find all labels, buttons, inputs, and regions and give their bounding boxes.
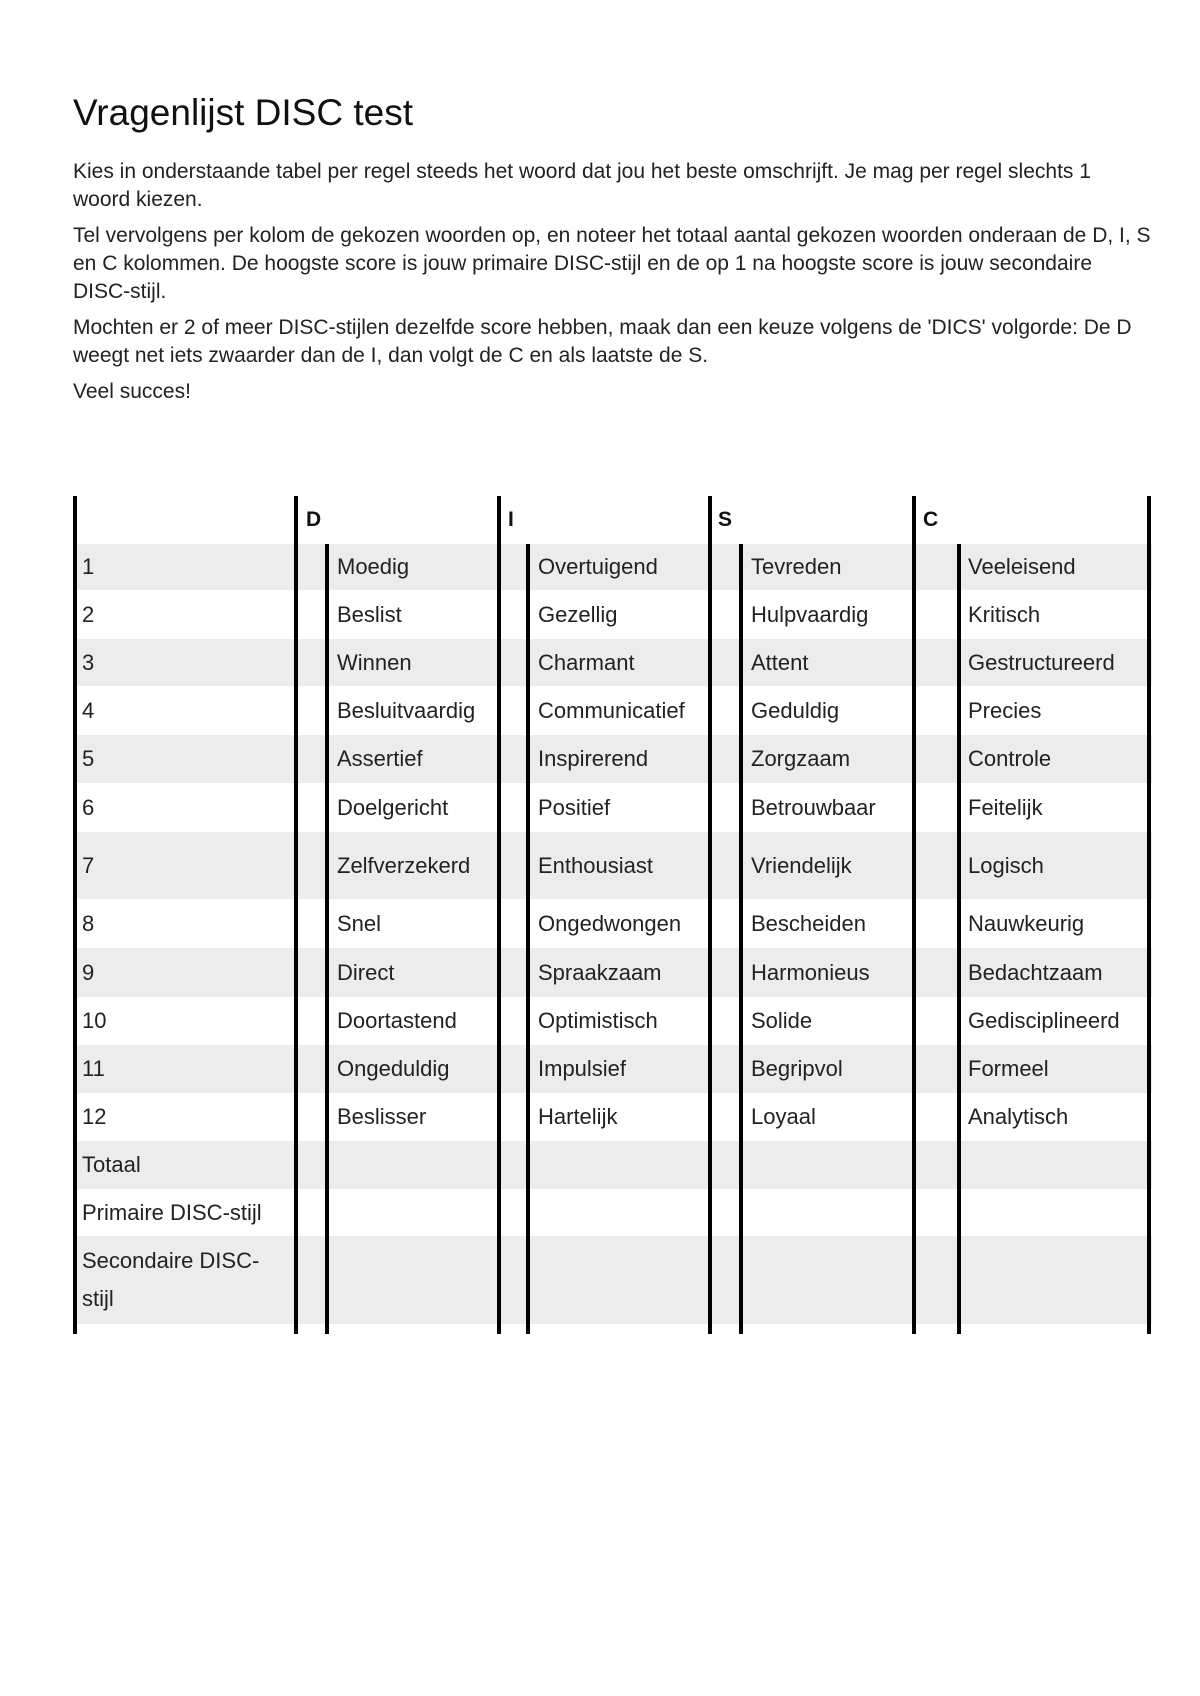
intro-paragraph: Mochten er 2 of meer DISC-stijlen dezelfde score hebben, maak dan een keuze volgens de 'DICS' volgorde: De D weegt net iets zwaarder dan de I, dan volgt de C en als laatste de S. [73,316,1132,367]
table-row [73,590,1152,639]
cell-s: Begripvol [751,1056,843,1081]
row-label: 4 [82,697,95,723]
row-label: Totaal [82,1152,141,1177]
row-label: 11 [82,1056,105,1081]
row-label: 3 [82,649,95,675]
cell-s: Bescheiden [751,910,866,936]
header-c: C [923,508,939,531]
cell-c: Nauwkeurig [968,910,1085,936]
intro-paragraph: Kies in onderstaande tabel per regel steeds het woord dat jou het beste omschrijft. Je mag per regel slechts 1 woord kiezen. [73,160,1091,211]
table-border-left [73,496,77,1334]
header-s: S [718,508,733,531]
page-title: Vragenlijst DISC test [73,92,413,133]
table-border-right [1147,496,1151,1334]
disc-table [73,496,1152,1324]
table-row [73,639,1152,686]
cell-i: Positief [538,794,611,820]
cell-s: Hulpvaardig [751,601,869,627]
cell-d: Besluitvaardig [337,697,476,723]
row-label: Secondaire DISC-stijl [82,1248,260,1311]
table-row [73,783,1152,832]
cell-d: Ongeduldig [337,1056,450,1081]
cell-d: Beslisser [337,1104,427,1129]
table-row [73,1141,1152,1189]
table-row [73,544,1152,590]
cell-s: Tevreden [751,554,842,579]
row-label: 6 [82,794,95,820]
cell-s: Zorgzaam [751,746,851,771]
column-divider [957,544,961,1334]
table-row [73,1236,1152,1324]
cell-i: Inspirerend [538,746,649,771]
cell-i: Ongedwongen [538,910,682,936]
cell-i: Charmant [538,649,635,675]
cell-c: Bedachtzaam [968,959,1103,985]
row-label: 1 [82,554,95,579]
cell-d: Direct [337,959,395,985]
cell-s: Harmonieus [751,959,870,985]
cell-c: Logisch [968,852,1044,878]
header-i: I [508,508,514,531]
cell-i: Impulsief [538,1056,627,1081]
row-label: 7 [82,852,95,878]
table-row [73,1189,1152,1236]
cell-d: Doortastend [337,1008,457,1033]
table-row [73,899,1152,948]
column-divider [708,496,712,1334]
table-row [73,1045,1152,1093]
cell-s: Geduldig [751,697,840,723]
cell-c: Kritisch [968,601,1041,627]
cell-i: Enthousiast [538,852,653,878]
intro-text [73,158,1153,414]
column-divider [739,544,743,1334]
table-row [73,997,1152,1045]
intro-paragraph: Tel vervolgens per kolom de gekozen woorden op, en noteer het totaal aantal gekozen woorden onderaan de D, I, S en C kolommen. De hoogste score is jouw primaire DISC-stijl en de op 1 na hoogste score is jouw secondaire DISC-stijl. [73,224,1151,303]
cell-s: Attent [751,649,809,675]
cell-d: Zelfverzekerd [337,852,471,878]
cell-d: Doelgericht [337,794,449,820]
cell-i: Communicatief [538,697,685,723]
row-label: Primaire DISC-stijl [82,1199,262,1225]
cell-i: Overtuigend [538,554,658,579]
cell-i: Gezellig [538,601,618,627]
cell-c: Feitelijk [968,794,1043,820]
cell-d: Winnen [337,649,412,675]
cell-c: Gestructureerd [968,649,1115,675]
cell-d: Beslist [337,601,402,627]
cell-c: Precies [968,697,1042,723]
cell-s: Betrouwbaar [751,794,876,820]
cell-i: Optimistisch [538,1008,658,1033]
row-label: 9 [82,959,95,985]
table-body [73,544,1152,1324]
cell-c: Formeel [968,1056,1049,1081]
column-divider [912,496,916,1334]
column-divider [294,496,298,1334]
cell-s: Solide [751,1008,813,1033]
header-d: D [306,508,322,531]
cell-i: Spraakzaam [538,959,662,985]
column-divider [497,496,501,1334]
table-row [73,735,1152,783]
table-row [73,1093,1152,1141]
intro-paragraph: Veel succes! [73,380,191,403]
cell-s: Vriendelijk [751,852,852,878]
row-label: 8 [82,910,95,936]
table-row [73,832,1152,899]
cell-d: Moedig [337,554,410,579]
cell-s: Loyaal [751,1104,816,1129]
cell-d: Assertief [337,746,423,771]
table-row [73,948,1152,997]
table-row [73,686,1152,735]
table-header-row [73,496,1152,544]
cell-c: Controle [968,746,1052,771]
row-label: 2 [82,601,95,627]
cell-d: Snel [337,910,382,936]
column-divider [526,544,530,1334]
row-label: 5 [82,746,95,771]
cell-c: Gedisciplineerd [968,1008,1120,1033]
row-label: 12 [82,1104,107,1129]
cell-c: Analytisch [968,1104,1069,1129]
cell-c: Veeleisend [968,554,1076,579]
cell-i: Hartelijk [538,1104,618,1129]
row-label: 10 [82,1008,107,1033]
column-divider [325,544,329,1334]
